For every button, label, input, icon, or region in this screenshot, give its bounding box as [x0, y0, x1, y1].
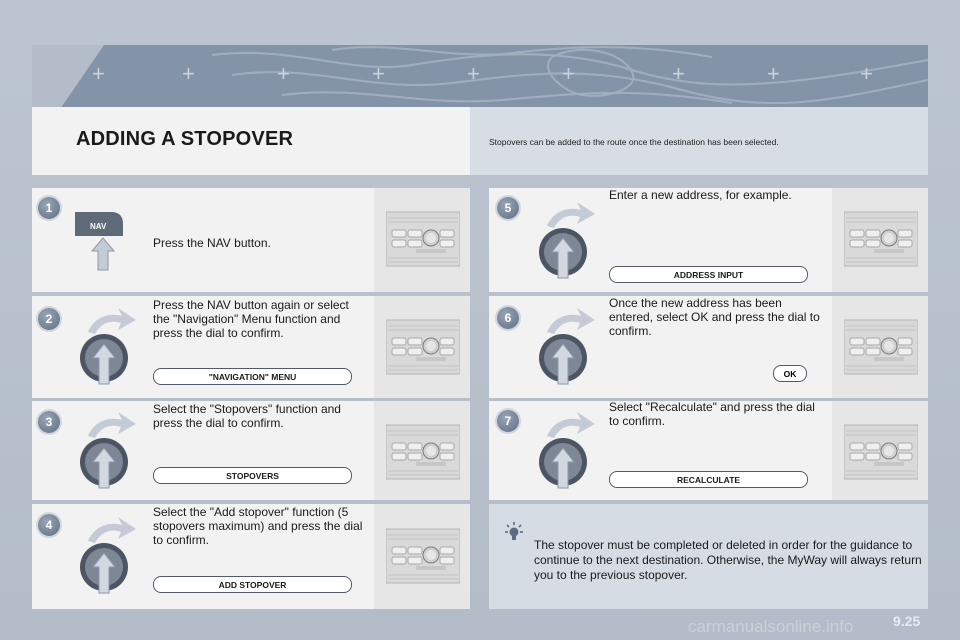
radio-console-icon	[844, 316, 918, 378]
svg-text:+: +	[92, 61, 105, 86]
intro-text: Stopovers can be added to the route once the destination has been selected.	[489, 137, 779, 147]
svg-text:+: +	[467, 61, 480, 86]
dial-icon	[537, 306, 597, 391]
map-decoration	[32, 45, 928, 107]
page-title: ADDING A STOPOVER	[76, 128, 294, 150]
step-number: 1	[38, 197, 60, 219]
step-text: Select the "Add stopover" function (5 stopovers maximum) and press the dial to confirm.	[153, 505, 363, 547]
page-number: 9.25	[893, 613, 921, 629]
step-number: 5	[497, 197, 519, 219]
step-text: Press the NAV button.	[153, 236, 271, 250]
svg-text:+: +	[672, 61, 685, 86]
step-text: Once the new address has been entered, select OK and press the dial to confirm.	[609, 296, 820, 338]
dial-icon	[78, 515, 138, 600]
step-text: Select "Recalculate" and press the dial to confirm.	[609, 400, 815, 428]
step-text: Select the "Stopovers" function and press the dial to confirm.	[153, 402, 341, 430]
ok-label: OK	[773, 365, 807, 382]
step-number: 2	[38, 308, 60, 330]
dial-icon	[78, 306, 138, 391]
radio-console-icon	[844, 208, 918, 270]
svg-text:+: +	[562, 61, 575, 86]
screen-label: STOPOVERS	[153, 467, 352, 484]
step-text: Press the NAV button again or select the "Navigation" Menu function and press the dial to confirm.	[153, 298, 349, 340]
step-text: Enter a new address, for example.	[609, 188, 792, 202]
screen-label: RECALCULATE	[609, 471, 808, 488]
step-number: 3	[38, 411, 60, 433]
screen-label: ADD STOPOVER	[153, 576, 352, 593]
step-number: 4	[38, 514, 60, 536]
radio-console-icon	[386, 208, 460, 270]
lightbulb-icon	[503, 521, 525, 548]
step-number: 7	[497, 410, 519, 432]
nav-key-label: NAV	[90, 222, 107, 231]
step-number: 6	[497, 307, 519, 329]
radio-console-icon	[386, 421, 460, 483]
screen-label: ADDRESS INPUT	[609, 266, 808, 283]
svg-text:+: +	[767, 61, 780, 86]
svg-text:+: +	[277, 61, 290, 86]
dial-icon	[537, 410, 597, 495]
radio-console-icon	[386, 525, 460, 587]
screen-label: "NAVIGATION" MENU	[153, 368, 352, 385]
watermark: carmanualsonline.info	[688, 617, 854, 636]
tip-text: The stopover must be completed or deleted in order for the guidance to continue to the next destination. Otherwise, the MyWay will always return you to the previous stopover.	[534, 538, 922, 582]
nav-button-icon	[75, 208, 150, 277]
svg-text:+: +	[182, 61, 195, 86]
dial-icon	[537, 200, 597, 285]
radio-console-icon	[844, 421, 918, 483]
dial-icon	[78, 410, 138, 495]
svg-text:+: +	[860, 61, 873, 86]
svg-text:+: +	[372, 61, 385, 86]
radio-console-icon	[386, 316, 460, 378]
